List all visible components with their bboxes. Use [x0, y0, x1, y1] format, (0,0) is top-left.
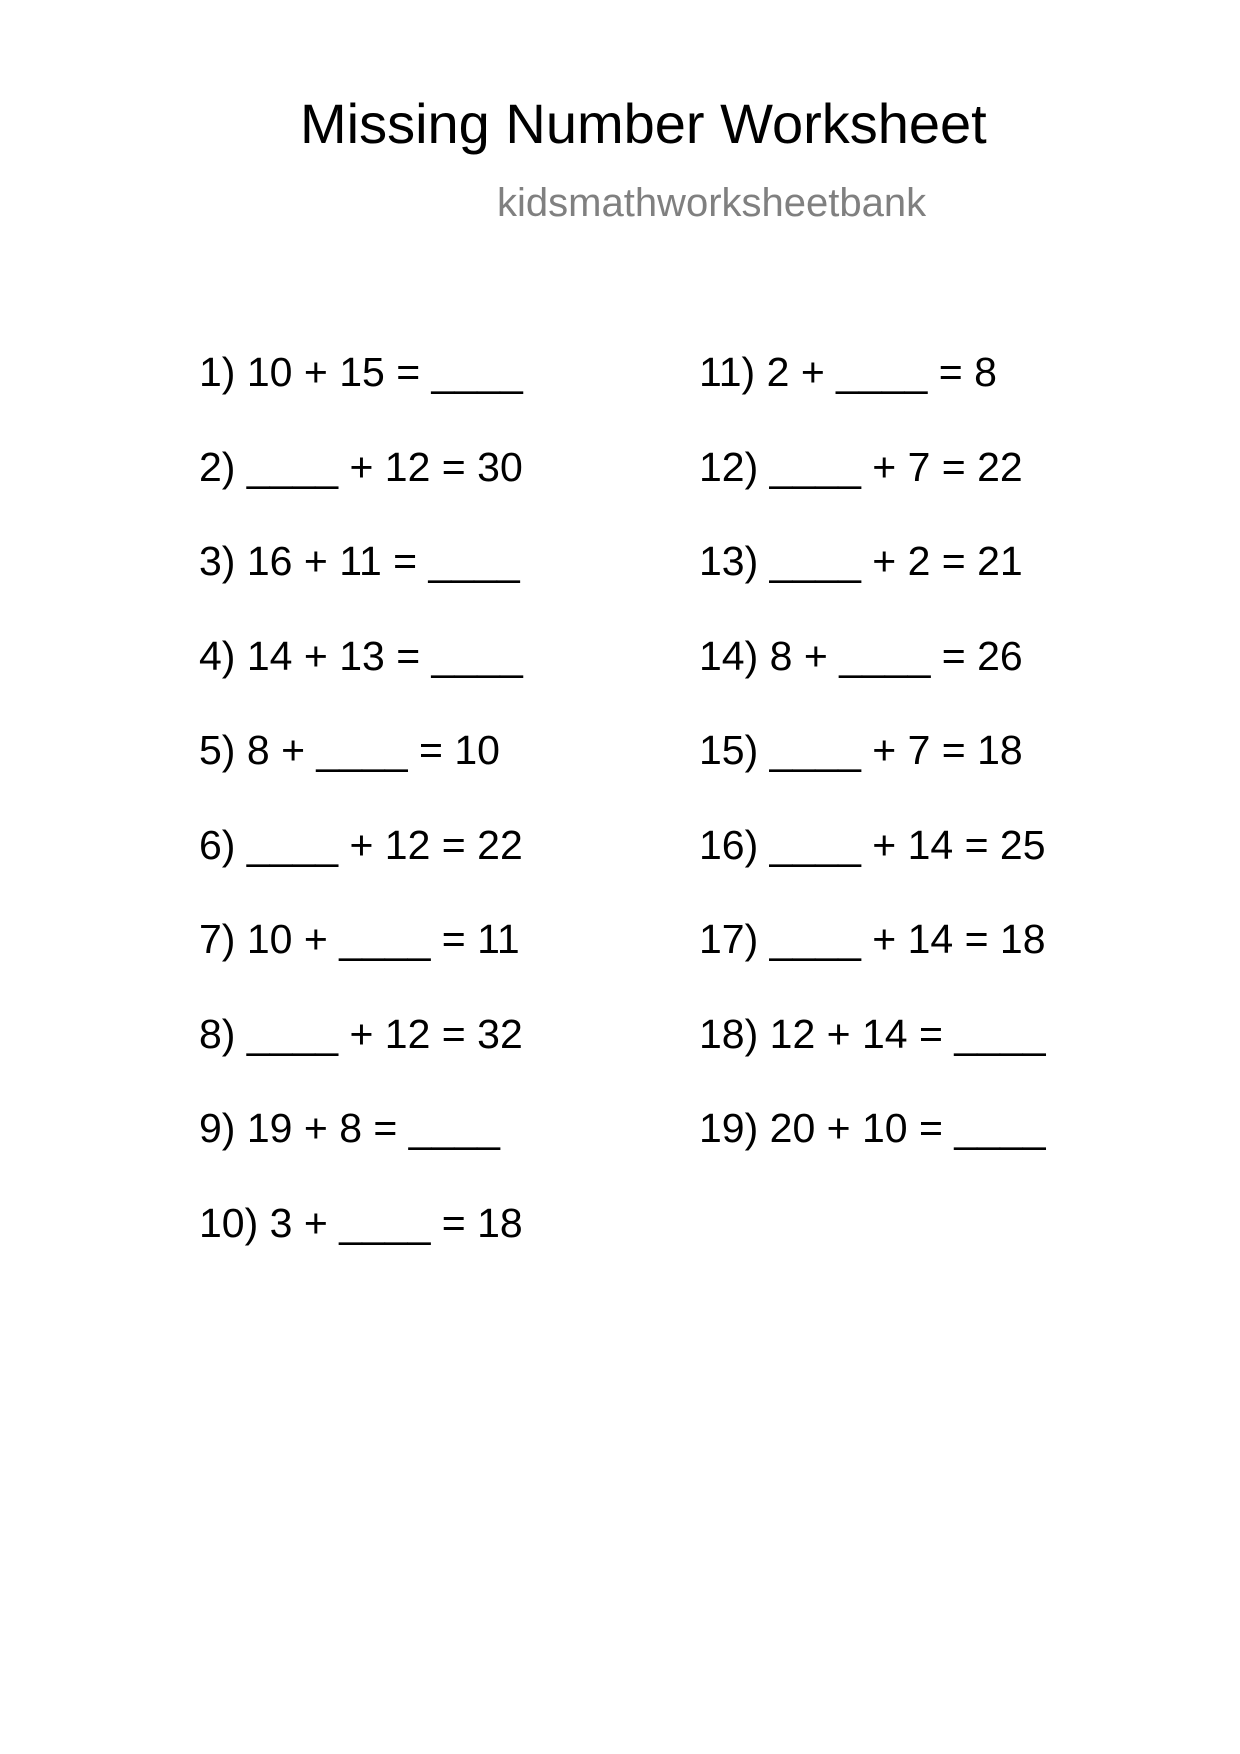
problem-expression: 3 + ____ = 18 — [269, 1199, 523, 1246]
problem-expression: ____ + 12 = 30 — [246, 443, 523, 490]
problems-left-column — [199, 349, 523, 1297]
problem-11 — [699, 349, 1046, 447]
problem-3 — [199, 538, 523, 636]
problem-number: 8) — [199, 1010, 236, 1057]
problem-14 — [699, 632, 1046, 731]
problem-expression: 10 + 15 = ____ — [246, 349, 523, 395]
problem-expression: 14 + 13 = ____ — [246, 632, 523, 679]
problem-expression: 12 + 14 = ____ — [769, 1010, 1046, 1057]
problem-13 — [699, 538, 1046, 636]
problem-number: 14) — [699, 632, 759, 679]
problem-number: 6) — [199, 821, 236, 868]
problem-number: 16) — [699, 821, 759, 868]
problem-number: 11) — [699, 349, 756, 395]
problem-expression: ____ + 14 = 25 — [769, 821, 1046, 868]
problem-number: 5) — [199, 727, 236, 773]
problem-number: 15) — [699, 727, 759, 773]
problems-right-column — [699, 349, 1046, 1203]
problem-number: 4) — [199, 632, 236, 679]
problem-number: 12) — [699, 443, 759, 490]
problem-2 — [199, 443, 523, 542]
page-subtitle: kidsmathworksheetbank — [497, 181, 927, 225]
problem-number: 13) — [699, 538, 759, 584]
problem-12 — [699, 443, 1046, 542]
problem-expression: ____ + 12 = 22 — [246, 821, 523, 868]
problem-1 — [199, 349, 523, 447]
problem-expression: 8 + ____ = 10 — [246, 727, 500, 773]
problem-expression: 8 + ____ = 26 — [769, 632, 1023, 679]
problem-number: 17) — [699, 916, 759, 962]
problem-17 — [699, 916, 1046, 1014]
problem-expression: 10 + ____ = 11 — [246, 916, 520, 962]
problem-number: 3) — [199, 538, 236, 584]
problem-19 — [699, 1105, 1046, 1203]
problem-expression: ____ + 7 = 18 — [769, 727, 1023, 773]
problem-7 — [199, 916, 523, 1014]
problem-expression: ____ + 12 = 32 — [246, 1010, 523, 1057]
problem-15 — [699, 727, 1046, 825]
problem-number: 9) — [199, 1105, 236, 1151]
problem-9 — [199, 1105, 523, 1203]
problem-5 — [199, 727, 523, 825]
problem-number: 19) — [699, 1105, 759, 1151]
problem-expression: ____ + 7 = 22 — [769, 443, 1023, 490]
problem-expression: 2 + ____ = 8 — [766, 349, 997, 395]
problem-number: 18) — [699, 1010, 759, 1057]
problem-expression: ____ + 2 = 21 — [769, 538, 1023, 584]
problem-expression: 19 + 8 = ____ — [246, 1105, 500, 1151]
problem-16 — [699, 821, 1046, 920]
problem-8 — [199, 1010, 523, 1109]
problem-number: 2) — [199, 443, 236, 490]
problem-6 — [199, 821, 523, 920]
problem-10 — [199, 1199, 523, 1298]
problem-number: 10) — [199, 1199, 259, 1246]
problem-number: 1) — [199, 349, 236, 395]
problem-expression: 20 + 10 = ____ — [769, 1105, 1046, 1151]
page-title: Missing Number Worksheet — [300, 92, 987, 155]
problem-expression: ____ + 14 = 18 — [769, 916, 1046, 962]
problem-18 — [699, 1010, 1046, 1109]
problem-number: 7) — [199, 916, 236, 962]
problem-expression: 16 + 11 = ____ — [246, 538, 520, 584]
problem-4 — [199, 632, 523, 731]
